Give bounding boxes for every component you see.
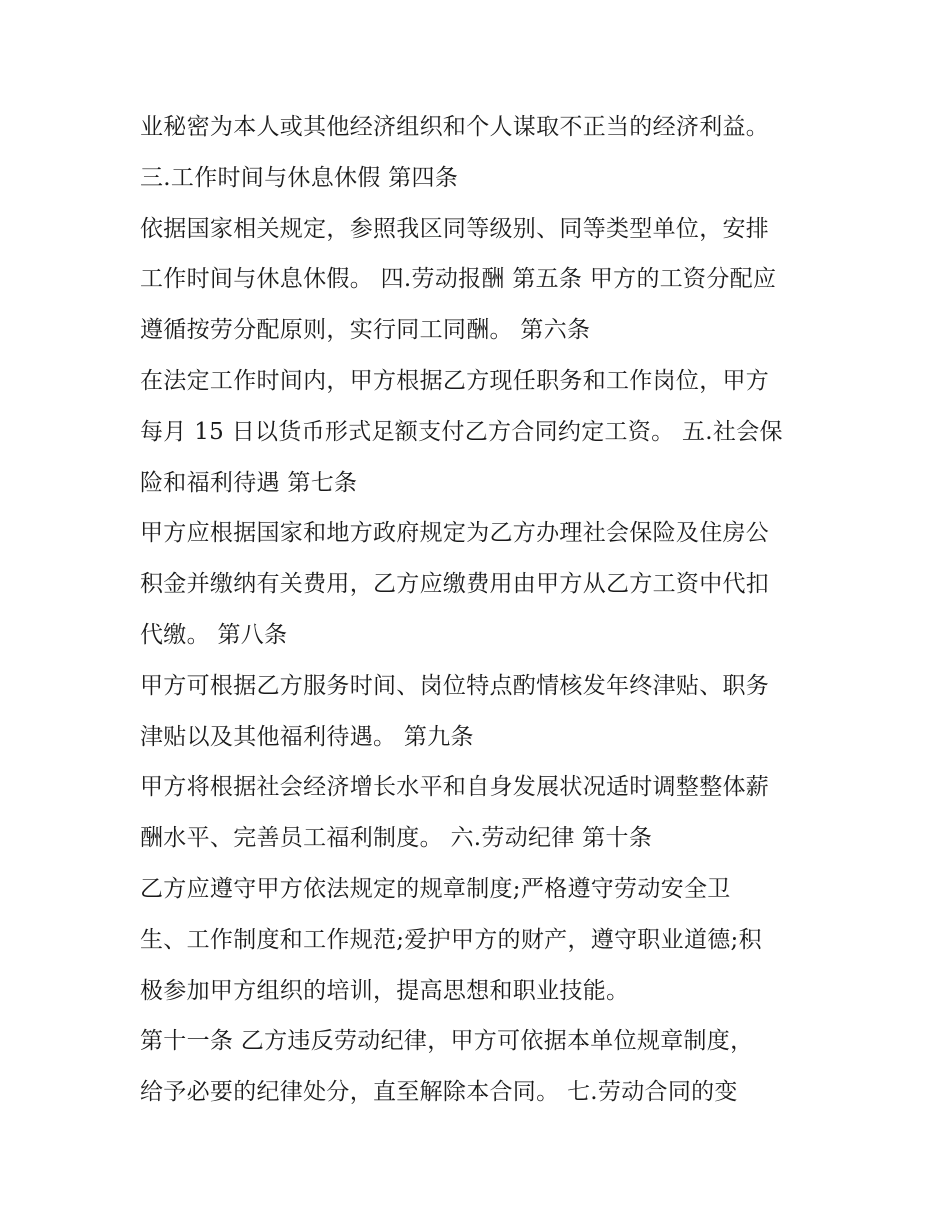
text-line: 三.工作时间与休息休假 第四条 xyxy=(140,164,459,191)
text-line: 乙方应遵守甲方依法规定的规章制度;严格遵守劳动安全卫 xyxy=(140,875,731,902)
text-line: 遵循按劳分配原则，实行同工同酬。 第六条 xyxy=(140,317,591,344)
text-line: 在法定工作时间内，甲方根据乙方现任职务和工作岗位，甲方 xyxy=(140,367,770,394)
text-line: 第十一条 乙方违反劳动纪律，甲方可依据本单位规章制度， xyxy=(140,1028,754,1055)
text-line: 甲方可根据乙方服务时间、岗位特点酌情核发年终津贴、职务 xyxy=(140,672,770,699)
text-line: 代缴。 第八条 xyxy=(140,621,288,648)
text-line: 甲方应根据国家和地方政府规定为乙方办理社会保险及住房公 xyxy=(140,520,770,547)
text-line: 给予必要的纪律处分，直至解除本合同。 七.劳动合同的变 xyxy=(140,1079,738,1106)
text-line: 险和福利待遇 第七条 xyxy=(140,469,358,496)
text-line: 积金并缴纳有关费用，乙方应缴费用由甲方从乙方工资中代扣 xyxy=(140,571,770,598)
text-line: 津贴以及其他福利待遇。 第九条 xyxy=(140,723,474,750)
text-line: 每月 15 日以货币形式足额支付乙方合同约定工资。 五.社会保 xyxy=(140,418,783,445)
text-line: 酬水平、完善员工福利制度。 六.劳动纪律 第十条 xyxy=(140,825,653,852)
document-body xyxy=(140,102,830,1118)
text-line: 依据国家相关规定，参照我区同等级别、同等类型单位，安排 xyxy=(140,215,770,242)
text-line: 工作时间与休息休假。 四.劳动报酬 第五条 甲方的工资分配应 xyxy=(140,266,777,293)
text-line: 业秘密为本人或其他经济组织和个人谋取不正当的经济利益。 xyxy=(140,114,770,140)
text-line: 生、工作制度和工作规范;爱护甲方的财产，遵守职业道德;积 xyxy=(140,926,762,953)
text-line: 甲方将根据社会经济增长水平和自身发展状况适时调整整体薪 xyxy=(140,774,770,801)
text-line: 极参加甲方组织的培训，提高思想和职业技能。 xyxy=(140,977,630,1004)
